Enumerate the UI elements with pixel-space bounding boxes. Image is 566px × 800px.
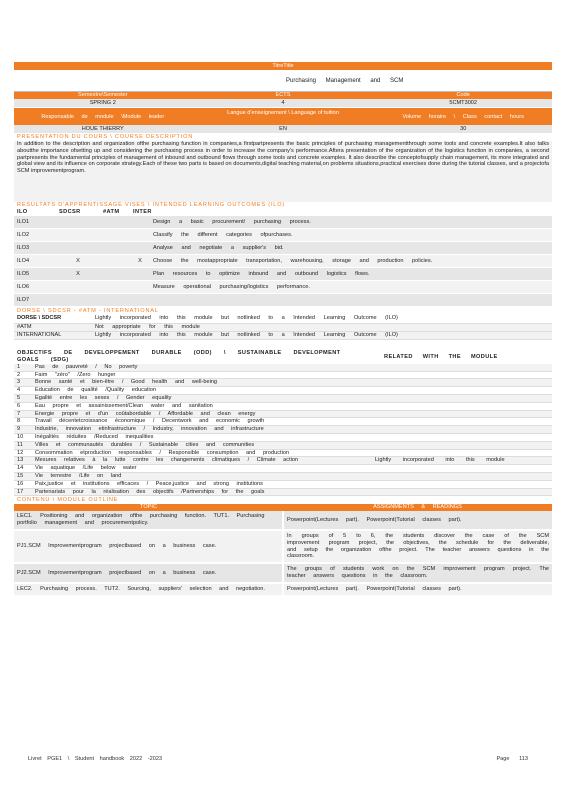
sdg-related: [372, 433, 552, 441]
ilo-sdcsr-mark: X: [76, 257, 80, 264]
ilo-sdcsr-mark: [56, 229, 100, 242]
content-assign: The groups of students work on the SCM improvement program project. The teacher answers questions in the classroom.: [283, 563, 552, 583]
title-header-row: [14, 62, 552, 70]
sdg-number: 12: [17, 449, 24, 456]
ilo-text: [150, 294, 552, 307]
ilo-sdcsr-mark: [56, 294, 100, 307]
ilo-atm-mark: [100, 216, 130, 229]
sdg-number: 8: [17, 418, 21, 425]
ilo-row: [14, 281, 552, 294]
sdg-number: 16: [17, 480, 24, 487]
title-value-row: [14, 70, 552, 92]
semester-value: SPRING 2: [89, 100, 116, 106]
sdg-text: Vie terrestre /Life on land: [35, 472, 122, 479]
ilo-table: [14, 209, 552, 216]
sdg-related: [372, 418, 552, 426]
sdg-number: 7: [17, 410, 21, 417]
ilo-inter-mark: [130, 294, 150, 307]
sdg-text: Vie aquatique /Life below water: [35, 465, 137, 472]
content-table: [14, 511, 552, 596]
ilo-text: Design a basic procurement/ purchasing process.: [153, 218, 311, 225]
atm-col-header: #ATM: [103, 209, 120, 215]
sdg-number: 17: [17, 488, 24, 495]
sdg-text: Partenariats pour la réalisation des objectifs /Partnerships for the goals: [35, 488, 265, 495]
sdg-row: [14, 426, 552, 434]
sdg-number: 10: [17, 433, 24, 440]
sdg-text: Eau propre et assainissement/Clean water and sanitation: [35, 402, 213, 409]
sdg-related: [372, 441, 552, 449]
sdg-text: Faim "zéro" /Zero hunger: [35, 371, 116, 378]
ilo-id: ILO6: [17, 283, 30, 290]
sdg-row: [14, 480, 552, 488]
content-topic: PJ1.SCM Improvementprogram projectbased on a business case.: [17, 543, 217, 550]
topic-header: TOPIC: [140, 504, 157, 511]
ilo-id: ILO5: [17, 270, 30, 277]
sdg-table: [14, 364, 552, 497]
sdg-row: [14, 387, 552, 395]
ects-label: ECTS: [275, 92, 291, 98]
sdg-row: [14, 465, 552, 473]
ilo-inter-mark: X: [138, 257, 142, 264]
sdg-header-row: [14, 350, 552, 364]
sdg-row: [14, 402, 552, 410]
ilo-atm-mark: [100, 294, 130, 307]
ilo-inter-mark: [130, 242, 150, 255]
sdg-number: 6: [17, 402, 21, 409]
staff-header-row: [14, 107, 552, 125]
sdg-row: [14, 394, 552, 402]
code-label: Code: [456, 92, 470, 98]
sdg-text: Education de qualité /Quality education: [35, 387, 157, 394]
responsible-label: Responsable de module \Module leader: [41, 114, 165, 120]
responsible-value: HOUE THIERRY: [81, 126, 124, 132]
sdg-related: [372, 402, 552, 410]
ilo-row: [14, 294, 552, 307]
ects-value: 4: [281, 100, 285, 106]
ilo-row: [14, 242, 552, 255]
volume-label: Volume horaire \ Class contact hours: [402, 114, 524, 120]
learning-title: RESULTATS D'APPRENTISSAGE VISES \ INTENDED LEARNING OUTCOMES (ILO): [17, 202, 286, 208]
content-topic: LEC2. Purchasing process. TUT2. Sourcing, suppliers' selection and negotiation.: [17, 585, 265, 592]
sdg-row: [14, 371, 552, 379]
sdg-related: [372, 472, 552, 480]
content-row: [14, 530, 552, 563]
sdg-number: 2: [17, 371, 21, 378]
content-assign: Powerpoint(Lectures part). Powerpoint(Tutorial classes part).: [283, 511, 552, 530]
ilo-sdcsr-mark: [56, 216, 100, 229]
ilo-text: Analyse and negotiate a supplier's bid.: [153, 244, 284, 251]
ilo-row: [14, 216, 552, 229]
assign-header: ASSIGNMENTS & READINGS: [373, 504, 462, 511]
sdg-number: 9: [17, 426, 21, 433]
sdg-text: Paix,justice et institutions efficaces / Peace,justice and strong institutions: [35, 480, 263, 487]
ilo-inter-mark: [130, 268, 150, 281]
sdg-related: [372, 480, 552, 488]
ilo-text: Plan resources to optimize inbound and outbound logistics flows.: [153, 270, 370, 277]
ilo-atm-mark: [100, 281, 130, 294]
sdg-related: [372, 449, 552, 457]
ilo-row: [14, 229, 552, 242]
dorse-row: [14, 331, 552, 339]
content-row: [14, 511, 552, 530]
sdg-related: [372, 465, 552, 473]
sdg-text: Inégalités réduites /Reduced inequalities: [35, 433, 154, 440]
ilo-id: ILO7: [17, 296, 30, 303]
ilo-text: Choose the mostappropriate transportation, warehousing, storage and production policies.: [153, 257, 433, 264]
sdg-row: [14, 410, 552, 418]
sdg-row: [14, 488, 552, 496]
sdg-number: 5: [17, 394, 21, 401]
dorse-row: [14, 315, 552, 323]
sdg-text: Pas de pauvreté / No poverty: [35, 363, 138, 370]
title-label: TitreTitle: [272, 63, 294, 69]
ilo-col-header: ILO: [17, 209, 28, 215]
dorse-title: DORSE \ SDCSR - #ATM - INTERNATIONAL: [17, 308, 159, 315]
sdg-title: OBJECTIFS DE DEVELOPPEMENT DURABLE (ODD) \ SUSTAINABLE DEVELOPMENT GOALS (SDG): [17, 349, 341, 363]
presentation-title: PRESENTATION DU COURS \ COURSE DESCRIPTION: [17, 134, 194, 140]
footer-handbook: Livret PGE1 \ Student handbook 2022 -2023: [28, 756, 163, 762]
sdg-row: [14, 364, 552, 371]
sdg-related: [372, 394, 552, 402]
ilo-inter-mark: [130, 281, 150, 294]
content-row: [14, 563, 552, 583]
sdg-number: 3: [17, 379, 21, 386]
dorse-row: [14, 323, 552, 331]
content-assign: In groups of 5 to 6, the students discover the case of the SCM improvement program project, the objectives, the schedule for the deliverable, and setup the organization ofthe project. The teacher answers questions in the classroom.: [283, 530, 552, 563]
meta-value-row: [14, 99, 552, 107]
meta-header-row: [14, 92, 552, 99]
sdg-related: [372, 379, 552, 387]
sdg-related: [372, 488, 552, 496]
ilo-atm-mark: [100, 268, 130, 281]
sdg-row: [14, 379, 552, 387]
dorse-text: Lightly incorporated into this module but notlinked to a Intended Learning Outcome (ILO): [95, 331, 398, 338]
ilo-row: [14, 255, 552, 268]
sdg-number: 13: [17, 457, 24, 464]
ilo-text: Classify the different categories ofpurchases.: [153, 231, 293, 238]
sdg-row: [14, 449, 552, 457]
sdg-text: Mesures relatives à la lutte contre les changements climatiques / Climate action: [35, 457, 299, 464]
sdg-text: Travail décentetcroissance économique / Decentwork and economic growth: [35, 418, 265, 425]
dorse-label: #ATM: [17, 323, 32, 330]
ilo-id: ILO1: [17, 218, 30, 225]
sdg-section: [14, 350, 552, 497]
presentation-text: In addition to the description and organization ofthe purchasing function in companies,a firstpartpresents the basic principles of purchasing managementthrough some tools and concrete examples.It also talks aboutthe importance ofsetting up and considering the purchasing process in order to increase the company's performance.Aftera presentation of the organization of the logistics function in companies, a second partpresents the fundamental principles of management of inbound and outbound flows through some tools and concrete examples. It also describe the conceptofsupply chain management, its more integrated and global view and its influence on corporate strategy.Each of these two parts is based on documents,digital teaching material,on problems situations,practical exercises done during the tutorial classes, and a projectofa SCM improvementprogram.: [14, 141, 552, 202]
ilo-atm-mark: [100, 242, 130, 255]
dorse-text: Not appropriate for this module: [95, 323, 200, 330]
content-header-row: [14, 504, 552, 511]
ilo-id: ILO2: [17, 231, 30, 238]
dorse-text: Lightly incorporated into this module but notlinked to a Intended Learning Outcome (ILO): [95, 315, 398, 322]
sdg-row: [14, 472, 552, 480]
ilo-atm-mark: [100, 255, 130, 268]
sdg-text: Villes et communautés durables / Sustainable cities and communities: [35, 441, 255, 448]
sdg-row: [14, 457, 552, 465]
sdg-text: Bonne santé et bien-être / Good health and well-being: [35, 379, 218, 386]
sdg-related: Lightly incorporated into this module: [375, 457, 505, 464]
ilo-row: [14, 268, 552, 281]
sdg-text: Egalité entre les sexes / Gender equality: [35, 394, 172, 401]
language-label: Langue d'enseignement \ Language of tuition: [227, 110, 339, 116]
sdg-related: [372, 426, 552, 434]
page-footer: [28, 756, 528, 762]
ilo-sdcsr-mark: X: [76, 270, 80, 277]
course-title: Purchasing Management and SCM: [286, 78, 404, 84]
content-topic: PJ2.SCM Improvementprogram projectbased on a business case.: [17, 569, 217, 576]
content-title: CONTENU \ MODULE OUTLINE: [17, 497, 119, 504]
sdg-related: [372, 364, 552, 371]
sdg-text: Industrie, innovation etinfrastructure / Industry, innovation and infrastructure: [35, 426, 264, 433]
footer-page-number: Page 113: [496, 756, 528, 762]
sdg-number: 1: [17, 363, 21, 370]
ilo-inter-mark: [130, 216, 150, 229]
ilo-inter-mark: [130, 229, 150, 242]
inter-col-header: INTER: [133, 209, 152, 215]
staff-value-row: [14, 125, 552, 133]
sdg-related-label: RELATED WITH THE MODULE: [384, 353, 498, 360]
sdg-row: [14, 441, 552, 449]
ilo-id: ILO4: [17, 257, 30, 264]
volume-value: 30: [460, 126, 467, 132]
sdg-number: 11: [17, 441, 23, 448]
sdg-related: [372, 387, 552, 395]
language-value: EN: [279, 126, 287, 132]
sdg-number: 14: [17, 465, 24, 472]
ilo-header-row: [14, 209, 552, 216]
ilo-sdcsr-mark: [56, 242, 100, 255]
sdg-related: [372, 410, 552, 418]
ilo-text: Measure operational purchasing/logistics performance.: [153, 283, 310, 290]
ilo-id: ILO3: [17, 244, 30, 251]
sdg-number: 15: [17, 472, 24, 479]
sdg-number: 4: [17, 387, 21, 394]
content-assign: Powerpoint(Lectures part). Powerpoint(Tutorial classes part).: [283, 583, 552, 596]
dorse-label: DORSE \ SDCSR: [17, 315, 62, 322]
sdg-text: Consommation etproduction responsables / Responsible consumption and production: [35, 449, 290, 456]
course-sheet: [14, 62, 552, 597]
content-row: [14, 583, 552, 596]
ilo-atm-mark: [100, 229, 130, 242]
ilo-body-table: [14, 216, 552, 308]
code-value: 5CMT3002: [449, 100, 478, 106]
sdg-related: [372, 371, 552, 379]
dorse-table: [14, 315, 552, 340]
dorse-label: INTERNATIONAL: [17, 331, 62, 338]
sdg-row: [14, 418, 552, 426]
sdcsr-col-header: SDCSR: [59, 209, 81, 215]
sdg-row: [14, 433, 552, 441]
semester-label: Semestre\Semester: [78, 92, 128, 98]
sdg-text: Energie propre et d'un coûtabordable / Affordable and clean energy: [35, 410, 256, 417]
ilo-sdcsr-mark: [56, 281, 100, 294]
content-topic: LEC1. Positioning and organization ofthe purchasing function. TUT1. Purchasing portfolio management and procurementpolicy.: [17, 513, 265, 527]
